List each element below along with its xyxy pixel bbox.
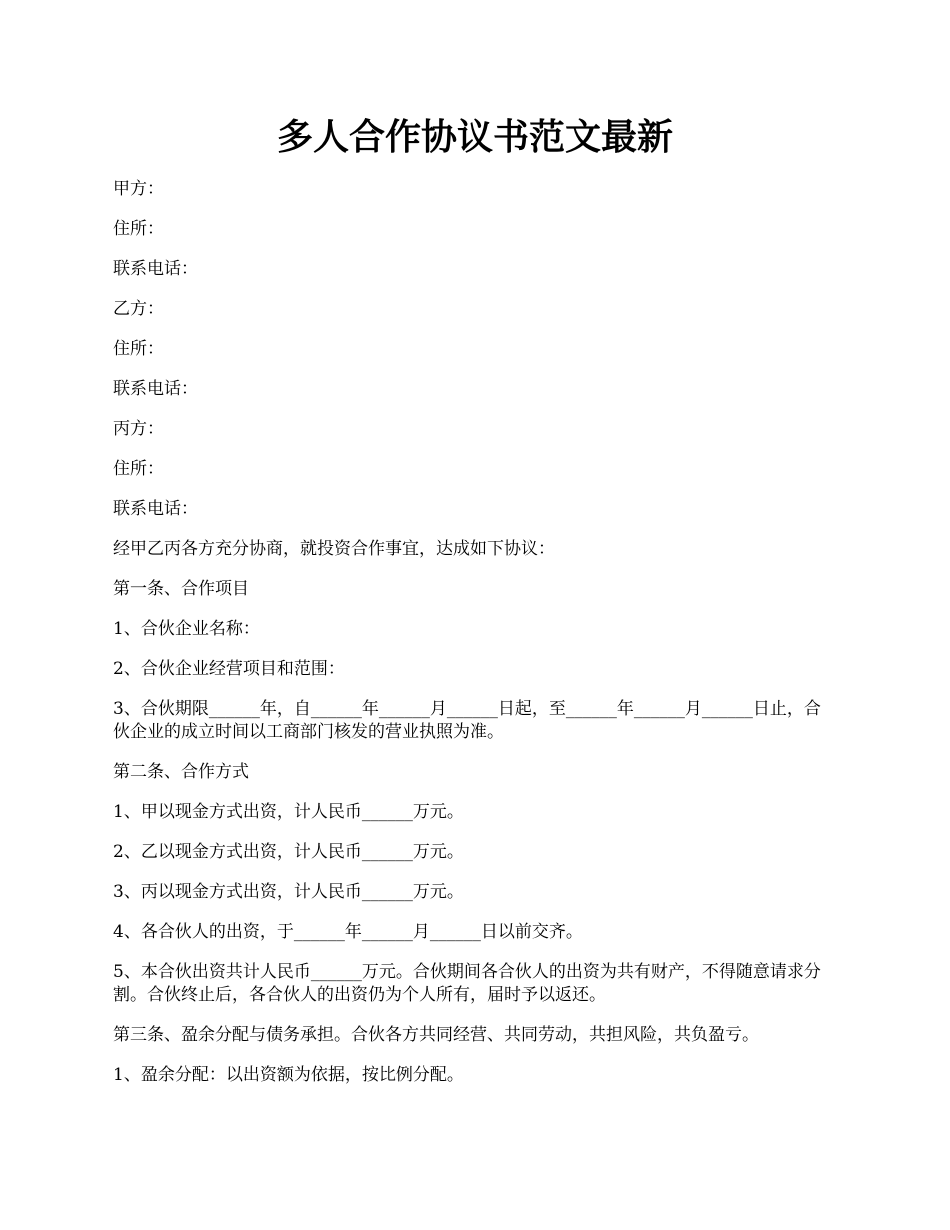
article-2-item-2: 2、乙以现金方式出资，计人民币______万元。 — [113, 842, 464, 862]
party-b-label: 乙方： — [113, 299, 164, 319]
article-1-heading: 第一条、合作项目 — [113, 579, 249, 599]
article-2-item-5: 5、本合伙出资共计人民币______万元。合伙期间各合伙人的出资为共有财产，不得随意请求分割。合伙终止后，各合伙人的出资仍为个人所有，届时予以返还。 — [113, 962, 821, 1005]
party-c-label: 丙方： — [113, 419, 164, 439]
agreement-intro: 经甲乙丙各方充分协商，就投资合作事宜，达成如下协议： — [113, 539, 555, 559]
article-2-item-1: 1、甲以现金方式出资，计人民币______万元。 — [113, 802, 464, 822]
party-b-phone: 联系电话： — [113, 379, 198, 399]
article-3-item-1: 1、盈余分配：以出资额为依据，按比例分配。 — [113, 1065, 464, 1085]
article-2-item-4: 4、各合伙人的出资，于______年______月______日以前交齐。 — [113, 922, 583, 942]
party-b-address: 住所： — [113, 339, 164, 359]
party-a-phone: 联系电话： — [113, 259, 198, 279]
party-a-address: 住所： — [113, 219, 164, 239]
party-c-phone: 联系电话： — [113, 499, 198, 519]
document-title: 多人合作协议书范文最新 — [276, 116, 673, 158]
document-body — [113, 178, 837, 1104]
article-1-item-3: 3、合伙期限______年，自______年______月______日起，至______年______月______日止，合伙企业的成立时间以工商部门核发的营业执照为准。 — [113, 699, 821, 742]
party-a-label: 甲方： — [113, 179, 164, 199]
article-3-heading: 第三条、盈余分配与债务承担。合伙各方共同经营、共同劳动，共担风险，共负盈亏。 — [113, 1025, 759, 1045]
article-1-item-2: 2、合伙企业经营项目和范围： — [113, 659, 345, 679]
article-2-heading: 第二条、合作方式 — [113, 762, 249, 782]
article-1-item-1: 1、合伙企业名称： — [113, 619, 260, 639]
party-c-address: 住所： — [113, 459, 164, 479]
article-2-item-3: 3、丙以现金方式出资，计人民币______万元。 — [113, 882, 464, 902]
